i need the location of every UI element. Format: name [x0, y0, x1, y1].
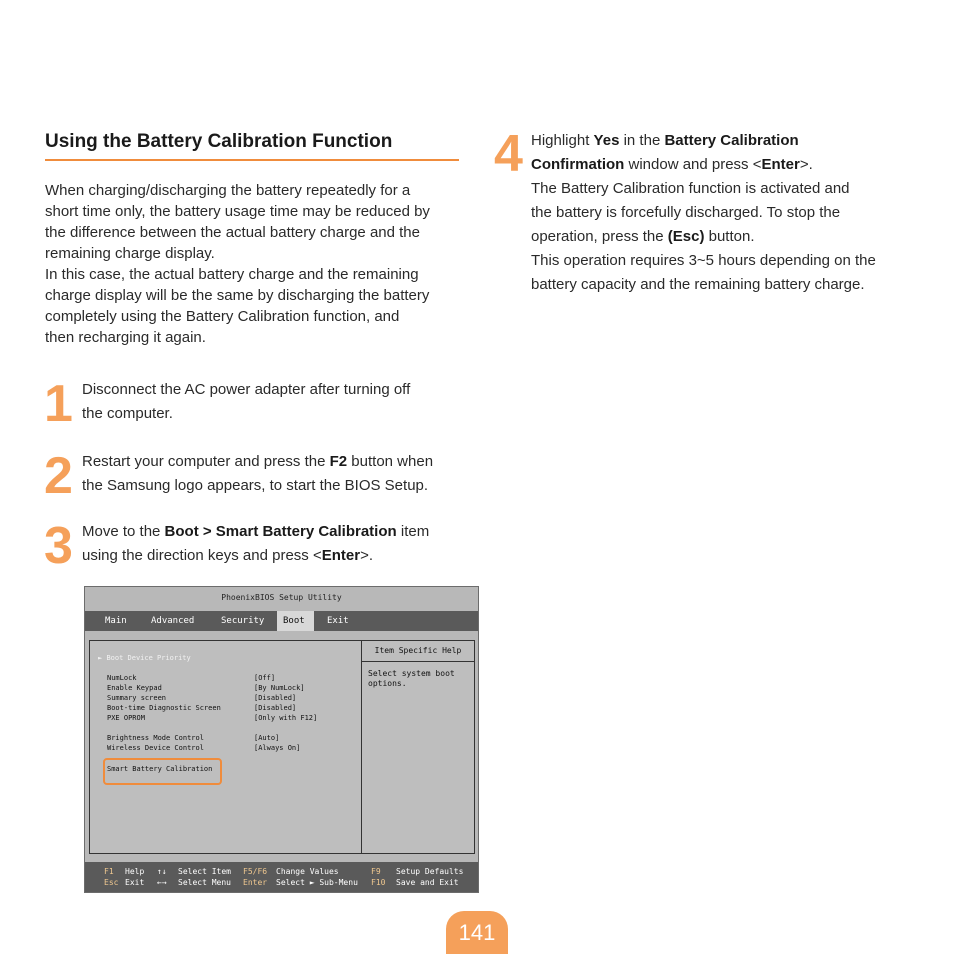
intro-line: charge display will be the same by discharging the battery — [45, 287, 430, 304]
bios-divider — [361, 641, 362, 853]
step-line: the computer. — [82, 405, 173, 422]
step-line: Disconnect the AC power adapter after turning off — [82, 381, 411, 398]
bios-key-label: Select Menu — [178, 878, 231, 887]
bios-setting-value[interactable]: [By NumLock] — [254, 684, 305, 692]
step-text-span: item — [396, 523, 430, 540]
step-text-span: Move to the — [82, 523, 165, 540]
bios-setting-label: Enable Keypad — [107, 684, 162, 692]
step-2-text — [82, 450, 462, 498]
step-line — [82, 520, 462, 544]
bios-setting-value[interactable]: [Always On] — [254, 744, 301, 752]
step-line — [82, 544, 462, 568]
bios-setting-label: PXE OPROM — [107, 714, 145, 722]
bios-setting-label: Wireless Device Control — [107, 744, 204, 752]
bios-key-label: Select ► Sub-Menu — [276, 878, 358, 887]
bios-key: F10 — [371, 878, 386, 887]
step-4-text — [531, 129, 931, 297]
bios-key: Esc — [104, 878, 119, 887]
step-number-2: 2 — [44, 447, 73, 505]
step-1-text — [82, 378, 462, 426]
bios-setting-value[interactable]: [Off] — [254, 674, 276, 682]
page-number: 141 — [446, 911, 508, 954]
step-number-1: 1 — [44, 375, 73, 433]
step-text-span: >. — [360, 547, 374, 564]
arrows-leftright-icon: ←→ — [157, 878, 167, 887]
step-line: the battery is forcefully discharged. To stop the — [531, 204, 841, 221]
bios-footer — [85, 862, 478, 892]
bios-key-label: Save and Exit — [396, 878, 459, 887]
bios-key: F1 — [104, 867, 114, 876]
step-key: (Esc) — [667, 228, 705, 245]
bios-boot-priority[interactable] — [98, 653, 191, 663]
intro-line: then recharging it again. — [45, 329, 206, 346]
step-line: battery capacity and the remaining battery charge. — [531, 276, 865, 293]
bios-boot-priority-label: Boot Device Priority — [106, 654, 191, 662]
bios-key-label: Change Values — [276, 867, 339, 876]
step-text-span: operation, press the — [531, 228, 668, 245]
step-number-4: 4 — [494, 125, 523, 183]
bios-key: Enter — [243, 878, 268, 887]
step-3-text — [82, 520, 462, 568]
bios-menu-main[interactable]: Main — [105, 616, 127, 626]
intro-line: short time only, the battery usage time may be reduced by — [45, 203, 430, 220]
section-title: Using the Battery Calibration Function — [45, 131, 459, 161]
bios-setting-label: Summary screen — [107, 694, 167, 702]
step-text-span: button when — [347, 453, 434, 470]
bios-setting-label: Brightness Mode Control — [107, 734, 204, 742]
step-line — [531, 225, 931, 249]
bios-menu-bar — [85, 611, 478, 631]
step-line: The Battery Calibration function is activated and — [531, 180, 850, 197]
bios-menu-advanced[interactable]: Advanced — [151, 616, 195, 626]
bios-menu-security[interactable]: Security — [221, 616, 265, 626]
bios-key-label: Exit — [125, 878, 145, 887]
intro-line: remaining charge display. — [45, 245, 215, 262]
bios-key-label: Help — [125, 867, 145, 876]
step-text-span: button. — [704, 228, 755, 245]
bios-setting-label: Boot-time Diagnostic Screen — [107, 704, 221, 712]
arrows-updown-icon: ↑↓ — [157, 867, 167, 876]
bios-help-text — [368, 669, 468, 689]
intro-line: In this case, the actual battery charge and the remaining — [45, 266, 419, 283]
step-line — [82, 450, 462, 474]
step-bold: Yes — [593, 132, 620, 149]
step-text-span: window and press < — [624, 156, 762, 173]
step-line — [531, 129, 931, 153]
bios-key: F5/F6 — [243, 867, 268, 876]
step-line: the Samsung logo appears, to start the BIOS Setup. — [82, 477, 429, 494]
intro-line: the difference between the actual battery charge and the — [45, 224, 420, 241]
bios-setting-value[interactable]: [Auto] — [254, 734, 280, 742]
step-text-span: using the direction keys and press < — [82, 547, 322, 564]
step-text-span: in the — [619, 132, 665, 149]
bios-menu-boot[interactable]: Boot — [277, 611, 314, 631]
step-line — [531, 153, 931, 177]
step-key: Enter — [321, 547, 361, 564]
bios-help-title: Item Specific Help — [362, 641, 474, 662]
bios-setting-value[interactable]: [Disabled] — [254, 704, 297, 712]
intro-paragraph — [45, 180, 463, 348]
intro-line: When charging/discharging the battery repeatedly for a — [45, 182, 411, 199]
step-menu-path: Boot > Smart Battery Calibration — [164, 523, 397, 540]
bios-help-line: options. — [368, 679, 407, 688]
step-bold: Confirmation — [531, 156, 625, 173]
step-line: This operation requires 3~5 hours depending on the — [531, 252, 876, 269]
step-number-3: 3 — [44, 517, 73, 575]
bios-setting-value[interactable]: [Only with F12] — [254, 714, 318, 722]
bios-title: PhoenixBIOS Setup Utility — [221, 593, 342, 602]
chevron-right-icon: ► — [98, 654, 103, 662]
bios-screenshot — [84, 586, 479, 893]
bios-smart-battery-calibration[interactable]: Smart Battery Calibration — [107, 765, 213, 773]
bios-key: F9 — [371, 867, 381, 876]
intro-line: completely using the Battery Calibration function, and — [45, 308, 400, 325]
bios-help-line: Select system boot — [368, 669, 455, 678]
step-key: F2 — [329, 453, 348, 470]
step-key: Enter — [761, 156, 800, 173]
bios-menu-exit[interactable]: Exit — [327, 616, 349, 626]
step-bold: Battery Calibration — [664, 132, 799, 149]
bios-setting-value[interactable]: [Disabled] — [254, 694, 297, 702]
bios-key-label: Setup Defaults — [396, 867, 464, 876]
step-text-span: >. — [799, 156, 813, 173]
bios-key-label: Select Item — [178, 867, 231, 876]
step-text-span: Restart your computer and press the — [82, 453, 330, 470]
step-text-span: Highlight — [531, 132, 594, 149]
bios-main-panel — [89, 640, 475, 854]
bios-setting-label: NumLock — [107, 674, 137, 682]
